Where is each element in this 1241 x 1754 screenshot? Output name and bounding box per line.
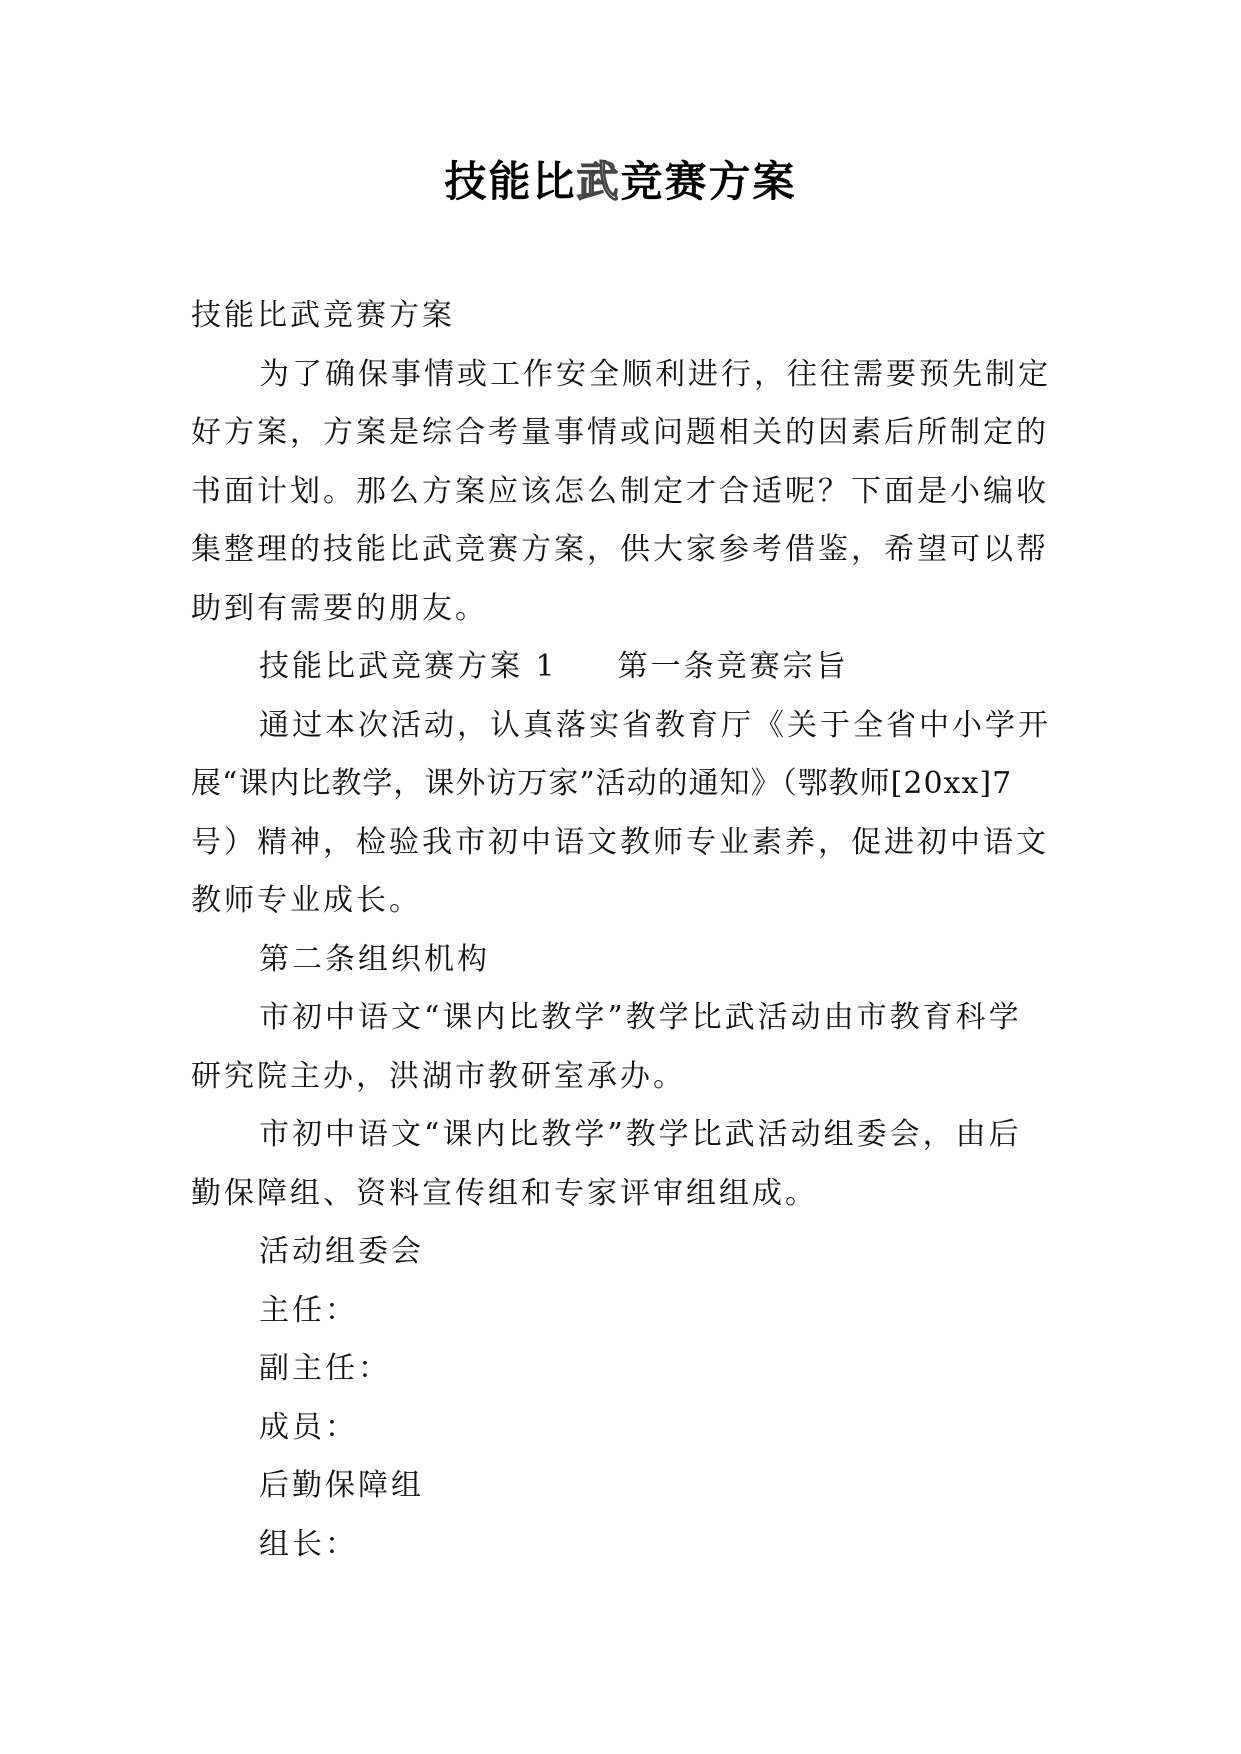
article-heading: 第一条竞赛宗旨 (617, 649, 849, 684)
body-line: 技能比武竞赛方案 (191, 298, 455, 333)
body-line: 研究院主办，洪湖市教研室承办。 (191, 1058, 686, 1094)
body-line: 为了确保事情或工作安全顺利进行，往往需要预先制定 (259, 356, 1051, 392)
document-body (191, 287, 1053, 1574)
body-line: 副主任： (259, 1351, 391, 1386)
body-line: 主任： (259, 1292, 358, 1328)
body-line: 书面计划。那么方案应该怎么制定才合适呢？下面是小编收 (191, 473, 1049, 509)
body-line: 教师专业成长。 (191, 883, 422, 918)
body-line: 勤保障组、资料宣传组和专家评审组组成。 (191, 1175, 818, 1211)
body-line: 号）精神，检验我市初中语文教师专业素养，促进初中语文 (191, 824, 1049, 860)
body-line: 市初中语文“课内比教学”教学比武活动组委会，由后 (259, 1117, 1022, 1152)
body-line: 组长： (259, 1526, 358, 1562)
body-line: 第二条组织机构 (259, 941, 490, 977)
body-line: 活动组委会 (259, 1234, 424, 1269)
title-prefix: 技能比 (444, 157, 577, 206)
body-line: 助到有需要的朋友。 (191, 590, 488, 626)
section-title: 技能比武竞赛方案 1 (259, 649, 558, 684)
body-line: 集整理的技能比武竞赛方案，供大家参考借鉴，希望可以帮 (191, 532, 1049, 567)
body-line: 成员： (259, 1409, 358, 1445)
title-highlight: 武 (576, 157, 621, 206)
body-line: 市初中语文“课内比教学”教学比武活动由市教育科学 (259, 1000, 1022, 1035)
body-line: 好方案，方案是综合考量事情或问题相关的因素后所制定的 (191, 415, 1049, 450)
body-line: 后勤保障组 (259, 1468, 424, 1503)
body-line: 通过本次活动，认真落实省教育厅《关于全省中小学开 (259, 707, 1051, 743)
document-title (0, 150, 1241, 214)
title-suffix: 竞赛方案 (620, 157, 797, 206)
body-line: 展“课内比教学，课外访万家”活动的通知》（鄂教师[20xx]7 (191, 766, 1013, 801)
body-line-heading (191, 638, 1053, 697)
